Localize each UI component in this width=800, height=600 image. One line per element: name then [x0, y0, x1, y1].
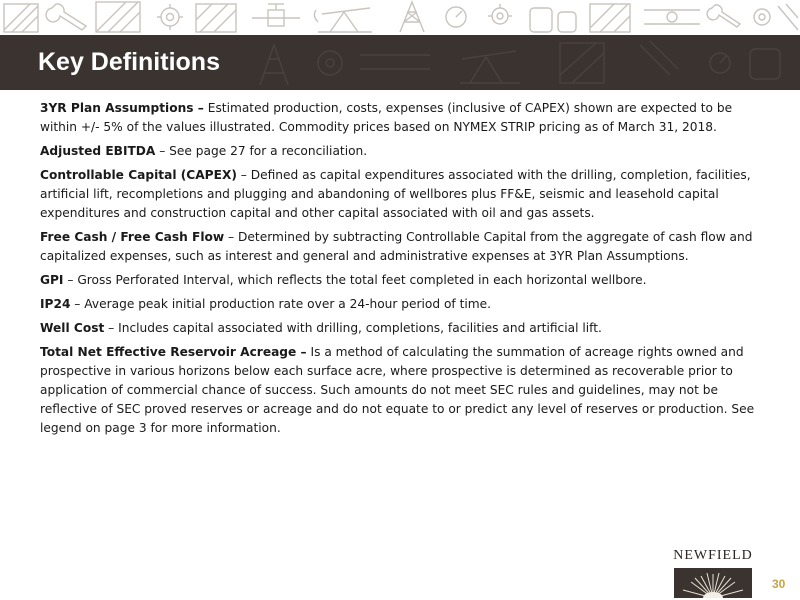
definition-term: Controllable Capital (CAPEX)	[40, 168, 237, 182]
definition-free-cash-flow	[40, 228, 770, 266]
definition-text: – Defined as capital expenditures associated with the drilling, completion, facilities, artificial lift, recompletions and plugging and abandoning of wellbores plus FF&E, seismic and leasehold capital expenditures and construction capital and other capital associated with oil and gas assets.	[40, 168, 751, 220]
definition-text: – Average peak initial production rate over a 24-hour period of time.	[70, 297, 491, 311]
definition-text: – See page 27 for a reconciliation.	[155, 144, 368, 158]
definition-controllable-capital	[40, 166, 770, 223]
page-title: Key Definitions	[38, 48, 220, 76]
definition-term: Total Net Effective Reservoir Acreage –	[40, 345, 307, 359]
definition-text: – Determined by subtracting Controllable Capital from the aggregate of cash flow and capitalized expenses, such as interest and general and administrative expenses at 3YR Plan Assumptions.	[40, 230, 753, 263]
definition-term: Free Cash / Free Cash Flow	[40, 230, 225, 244]
definition-text: Is a method of calculating the summation of acreage rights owned and prospective in various horizons below each surface acre, where prospective is determined as recoverable prior to application of commercial chance of success. Such amounts do not meet SEC rules and guidelines, may not be reflective of SEC proved reserves or acreage and do not equate to or predict any level of reserves or production. See legend on page 3 for more information.	[40, 345, 755, 435]
company-logo	[665, 548, 761, 598]
definition-term: Well Cost	[40, 321, 105, 335]
definition-term: IP24	[40, 297, 71, 311]
definition-term: Adjusted EBITDA	[40, 144, 156, 158]
definition-ip24	[40, 295, 770, 314]
definition-3yr-plan-assumptions	[40, 99, 770, 137]
title-bar	[0, 35, 800, 90]
definition-term: GPI	[40, 273, 64, 287]
page-number: 30	[772, 577, 786, 591]
definition-adjusted-ebitda	[40, 142, 770, 161]
definition-total-net-effective-reservoir-acreage	[40, 343, 770, 438]
definition-term: 3YR Plan Assumptions –	[40, 101, 204, 115]
definition-text: – Gross Perforated Interval, which reflects the total feet completed in each horizontal wellbore.	[63, 273, 647, 287]
decorative-banner	[0, 0, 800, 35]
sunburst-icon	[674, 568, 752, 598]
definition-well-cost	[40, 319, 770, 338]
oilfield-tools-pattern	[0, 0, 800, 35]
definition-text: Estimated production, costs, expenses (inclusive of CAPEX) shown are expected to be within +/- 5% of the values illustrated. Commodity prices based on NYMEX STRIP pricing as of March 31, 2018.	[40, 101, 733, 134]
definition-text: – Includes capital associated with drilling, completions, facilities and artificial lift.	[104, 321, 602, 335]
definition-gpi	[40, 271, 770, 290]
logo-text: NEWFIELD	[673, 548, 753, 563]
definitions-list	[40, 99, 770, 443]
